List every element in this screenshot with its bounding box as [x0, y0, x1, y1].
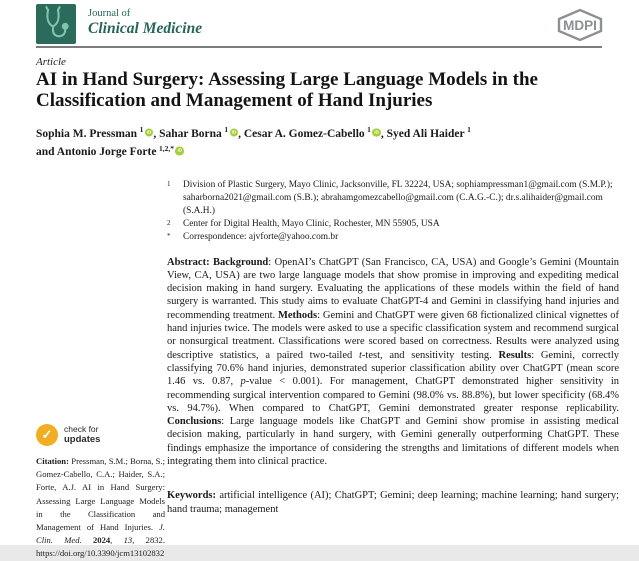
- check-icon: ✓: [36, 424, 58, 446]
- author: [159, 125, 244, 140]
- title-line-1: AI in Hand Surgery: Assessing Large Language Models in the: [36, 69, 538, 90]
- author: [36, 143, 184, 159]
- mdpi-hexagon-icon: [554, 7, 606, 43]
- badge-line-1: check for: [64, 424, 99, 434]
- abstract-ttest-italic: t: [359, 349, 362, 361]
- orcid-icon[interactable]: iD: [372, 128, 381, 137]
- abstract-pvalue-italic: p: [240, 376, 246, 388]
- author-superscript: 1: [139, 125, 144, 134]
- sidebar: [36, 424, 165, 561]
- doi-link[interactable]: https://doi.org/10.3390/: [36, 548, 118, 559]
- main-column: [167, 179, 619, 516]
- author-name: Cesar A. Gomez-Cabello: [243, 127, 365, 140]
- citation-separator: , 2832.: [132, 535, 166, 546]
- affiliation-text: Division of Plastic Surgery, Mayo Clinic, Jacksonville, FL 32224, USA; sophiampressman1@gmail.com (S.M.P.); saharborna2021@gmail.com (S.B.); abrahamgomezcabello@gmail.com (C.A.G.-C.); dr.s.alihaider@gmail.com (S.A.H.): [183, 180, 613, 216]
- author-superscript: 1: [224, 125, 229, 134]
- stethoscope-icon: [36, 4, 76, 44]
- citation-authors-title: Pressman, S.M.; Borna, S.; Gomez-Cabello, C.A.; Haider, S.A.; Forte, A.J. AI in Hand Surgery: Assessing Large Language Models in the Classification and Management of Hand Injuries.: [36, 456, 165, 533]
- keywords-text: artificial intelligence (AI); ChatGPT; Gemini; deep learning; machine learning; hand surgery; hand trauma; management: [167, 490, 619, 515]
- affiliation-item: [167, 179, 619, 218]
- author-name: Syed Ali Haider: [386, 127, 465, 140]
- affiliation-marker: 1: [167, 180, 171, 188]
- affiliation-item: [167, 231, 619, 244]
- citation-year: 2024: [92, 535, 111, 546]
- author-name: Sophia M. Pressman: [36, 127, 138, 140]
- journal-name-block: [88, 8, 202, 38]
- author-separator: ,: [380, 127, 387, 140]
- author-separator: ,: [238, 127, 244, 140]
- abstract-background-text: : OpenAI’s ChatGPT (San Francisco, CA, USA) and Google’s Gemini (Mountain View, CA, USA) are two large language models that show promise in improving and expediting medical decision making in hand surgery. Evaluating the applications of these models within the field of hand surgery is warranted. This study aims to evaluate ChatGPT-4 and Gemini in classifying hand injuries and recommending treatment.: [167, 256, 619, 321]
- keywords-paragraph: [167, 489, 619, 516]
- author: [243, 125, 387, 140]
- journal-logo: [36, 4, 76, 44]
- orcid-icon[interactable]: iD: [175, 147, 184, 156]
- keywords-label: Keywords:: [167, 490, 220, 502]
- affiliation-marker: 2: [167, 218, 171, 227]
- author: [386, 125, 471, 140]
- author-name: Sahar Borna: [159, 127, 222, 140]
- citation-volume: 13: [123, 535, 133, 546]
- citation-journal: J. Clin. Med.: [36, 522, 165, 546]
- affiliation-item: [167, 218, 619, 231]
- abstract-results-text: : Gemini, correctly classifying 70.6% hand injuries, demonstrated superior classification ability over ChatGPT (mean score 1.46 vs. 0.87,: [167, 349, 619, 388]
- citation-label: Citation:: [36, 456, 72, 466]
- abstract-methods-text: : Gemini and ChatGPT were given 68 fictionalized clinical vignettes of hand injuries twice. The models were asked to use a specific classification system and recommend surgical or nonsurgical treatment. Classifications were scored based on correctness. Results were analyzed using descriptive statistics, a paired two-tailed: [167, 309, 619, 361]
- citation-block: [36, 455, 165, 561]
- abstract-methods-label: Methods: [277, 309, 318, 321]
- author-name: and Antonio Jorge Forte: [36, 146, 157, 159]
- orcid-icon[interactable]: iD: [145, 128, 154, 137]
- mdpi-logo: [554, 7, 606, 48]
- badge-line-2: updates: [64, 434, 101, 445]
- abstract-ttest-rest: -test, and sensitivity testing.: [361, 349, 499, 361]
- affiliation-text: Center for Digital Health, Mayo Clinic, Rochester, MN 55905, USA: [183, 218, 440, 229]
- abstract-background-label: Background: [213, 256, 269, 268]
- badge-text: [64, 425, 100, 445]
- mdpi-wordmark: MDPI: [563, 18, 597, 33]
- check-updates-badge[interactable]: [36, 424, 165, 446]
- affiliations: [167, 179, 619, 244]
- author-superscript: 1: [467, 125, 471, 134]
- affiliation-text: Correspondence: ajvforte@yahoo.com.br: [183, 231, 339, 242]
- citation-separator: ,: [110, 535, 124, 546]
- author-separator: ,: [153, 127, 160, 140]
- doi-link-suffix[interactable]: jcm13102832: [117, 548, 165, 559]
- abstract-results-label: Results: [498, 349, 532, 361]
- author-superscript: 1: [367, 125, 371, 134]
- abstract-pvalue-rest: -value < 0.001). For management, ChatGPT demonstrated higher sensitivity in recommending surgical intervention compared to Gemini (98.0% vs. 88.8%), but lower specificity (68.4% vs. 94.7%). When compared to ChatGPT, Gemini demonstrated greater response replicability.: [167, 376, 619, 414]
- abstract-paragraph: [167, 256, 619, 469]
- title-line-2: Classification and Management of Hand Injuries: [36, 89, 433, 111]
- authors-line: [36, 123, 616, 160]
- journal-prefix-label: Journal of: [88, 8, 131, 19]
- page-title: [36, 70, 626, 111]
- author-superscript: 1,2,*: [158, 143, 174, 153]
- abstract-conclusions-label: Conclusions: [167, 416, 222, 428]
- article-type-label: Article: [36, 56, 66, 68]
- orcid-icon[interactable]: iD: [230, 128, 239, 137]
- header-divider: [36, 46, 602, 48]
- abstract-conclusions-text: : Large language models like ChatGPT and Gemini show promise in assisting medical decision making, particularly in hand surgery, with Gemini generally outperforming ChatGPT. These findings emphasize the importance of considering the strengths and limitations of different models when integrating them into clinical practice.: [167, 416, 619, 467]
- journal-title-label: Clinical Medicine: [88, 20, 203, 37]
- abstract-label: Abstract:: [167, 256, 213, 268]
- author: [36, 125, 160, 140]
- affiliation-marker: *: [167, 231, 171, 240]
